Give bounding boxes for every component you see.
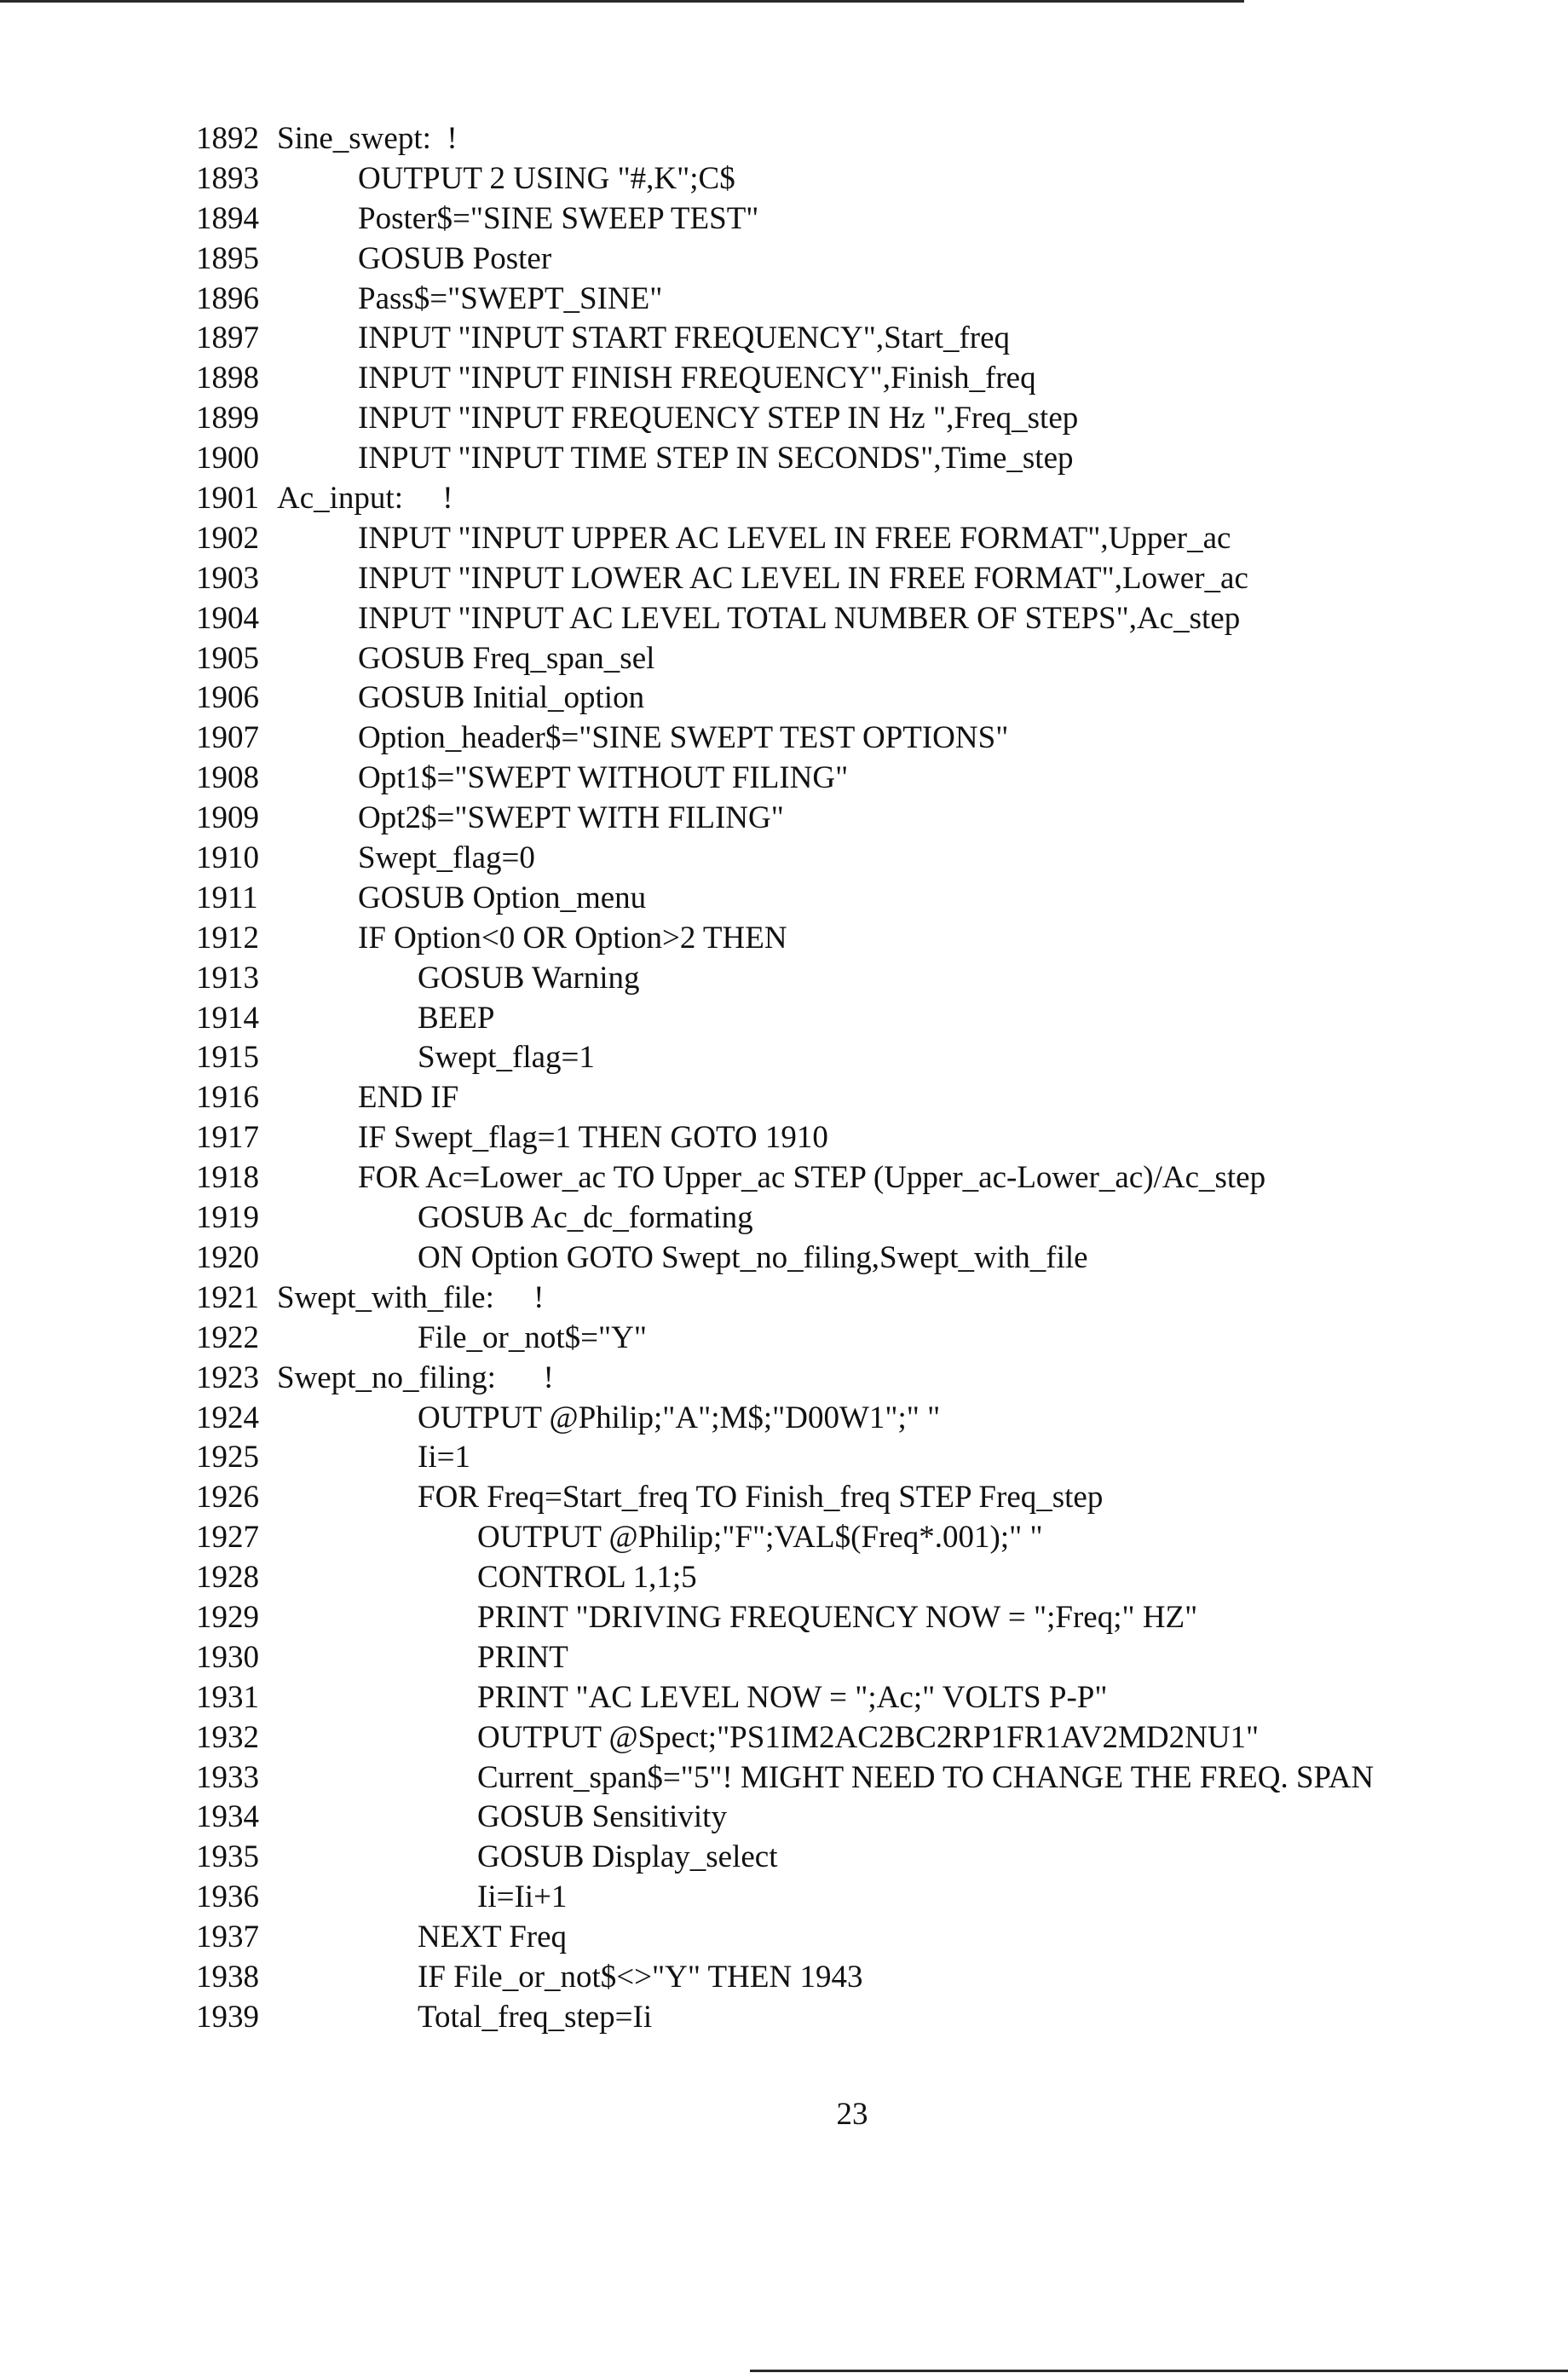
line-number: 1894 xyxy=(196,200,259,236)
line-number: 1917 xyxy=(196,1120,259,1156)
top-rule xyxy=(0,0,1244,3)
code-line xyxy=(196,1478,1542,1518)
code-line xyxy=(196,1198,1542,1238)
line-number: 1898 xyxy=(196,361,259,396)
line-code: PRINT "AC LEVEL NOW = ";Ac;" VOLTS P-P" xyxy=(477,1679,1108,1715)
line-code: GOSUB Warning xyxy=(418,960,640,996)
line-code: Ii=Ii+1 xyxy=(477,1879,568,1915)
line-number: 1928 xyxy=(196,1560,259,1596)
line-code: Swept_flag=1 xyxy=(418,1040,595,1076)
line-number: 1919 xyxy=(196,1200,259,1236)
line-code: Poster$="SINE SWEEP TEST" xyxy=(358,200,759,236)
line-number: 1925 xyxy=(196,1440,259,1475)
line-number: 1905 xyxy=(196,640,259,676)
line-code: INPUT "INPUT UPPER AC LEVEL IN FREE FORMAT",Upper_ac xyxy=(358,520,1231,556)
line-code: GOSUB Ac_dc_formating xyxy=(418,1200,753,1236)
code-line xyxy=(196,1558,1542,1598)
line-code: PRINT xyxy=(477,1639,568,1675)
code-line xyxy=(196,759,1542,799)
code-line xyxy=(196,719,1542,759)
code-line xyxy=(196,399,1542,439)
line-code: OUTPUT @Spect;"PS1IM2AC2BC2RP1FR1AV2MD2NU1" xyxy=(477,1719,1260,1755)
code-line xyxy=(196,1798,1542,1838)
line-number: 1937 xyxy=(196,1920,259,1955)
code-listing xyxy=(196,119,1542,2038)
page-number: 23 xyxy=(836,2097,868,2132)
code-line xyxy=(196,1279,1542,1319)
line-code: INPUT "INPUT LOWER AC LEVEL IN FREE FORMAT",Lower_ac xyxy=(358,560,1248,596)
code-line xyxy=(196,1518,1542,1558)
code-line xyxy=(196,1078,1542,1118)
code-line xyxy=(196,1758,1542,1799)
line-code: INPUT "INPUT AC LEVEL TOTAL NUMBER OF STEPS",Ac_step xyxy=(358,600,1241,636)
line-code: PRINT "DRIVING FREQUENCY NOW = ";Freq;" HZ" xyxy=(477,1599,1198,1635)
line-code: Swept_flag=0 xyxy=(358,840,535,876)
line-code: IF File_or_not$<>"Y" THEN 1943 xyxy=(418,1959,863,1995)
line-code: FOR Ac=Lower_ac TO Upper_ac STEP (Upper_ac-Lower_ac)/Ac_step xyxy=(358,1160,1266,1196)
line-number: 1895 xyxy=(196,240,259,276)
line-code: INPUT "INPUT FINISH FREQUENCY",Finish_freq xyxy=(358,361,1036,396)
code-line xyxy=(196,1438,1542,1478)
line-number: 1938 xyxy=(196,1959,259,1995)
line-code: GOSUB Option_menu xyxy=(358,880,647,915)
line-number: 1909 xyxy=(196,800,259,836)
code-line xyxy=(196,439,1542,479)
line-code: Ac_input: ! xyxy=(277,481,453,517)
line-number: 1892 xyxy=(196,121,259,156)
line-code: GOSUB Poster xyxy=(358,240,552,276)
code-line xyxy=(196,319,1542,359)
code-line xyxy=(196,799,1542,839)
line-number: 1904 xyxy=(196,600,259,636)
line-code: OUTPUT @Philip;"F";VAL$(Freq*.001);" " xyxy=(477,1520,1043,1556)
code-line xyxy=(196,1038,1542,1078)
line-code: Sine_swept: ! xyxy=(277,121,458,156)
code-line xyxy=(196,959,1542,999)
line-number: 1896 xyxy=(196,280,259,316)
line-number: 1911 xyxy=(196,880,258,915)
code-line xyxy=(196,559,1542,599)
line-number: 1921 xyxy=(196,1279,259,1315)
line-code: NEXT Freq xyxy=(418,1920,568,1955)
line-code: Swept_no_filing: ! xyxy=(277,1360,554,1395)
line-number: 1913 xyxy=(196,960,259,996)
line-code: INPUT "INPUT START FREQUENCY",Start_freq xyxy=(358,320,1011,356)
line-code: BEEP xyxy=(418,1000,495,1036)
line-number: 1923 xyxy=(196,1360,259,1395)
line-number: 1935 xyxy=(196,1839,259,1875)
line-code: Total_freq_step=Ii xyxy=(418,1999,653,2035)
bottom-rule xyxy=(750,2370,1568,2372)
code-line xyxy=(196,159,1542,199)
line-number: 1936 xyxy=(196,1879,259,1915)
code-line xyxy=(196,919,1542,959)
line-code: Option_header$="SINE SWEPT TEST OPTIONS" xyxy=(358,720,1009,756)
line-code: IF Swept_flag=1 THEN GOTO 1910 xyxy=(358,1120,828,1156)
line-code: GOSUB Initial_option xyxy=(358,680,645,716)
line-number: 1932 xyxy=(196,1719,259,1755)
line-code: GOSUB Display_select xyxy=(477,1839,778,1875)
code-line xyxy=(196,1718,1542,1758)
line-code: Opt2$="SWEPT WITH FILING" xyxy=(358,800,784,836)
line-number: 1930 xyxy=(196,1639,259,1675)
line-number: 1927 xyxy=(196,1520,259,1556)
line-code: FOR Freq=Start_freq TO Finish_freq STEP Freq_step xyxy=(418,1480,1104,1516)
code-line xyxy=(196,1598,1542,1638)
line-number: 1897 xyxy=(196,320,259,356)
line-code: INPUT "INPUT FREQUENCY STEP IN Hz ",Freq_step xyxy=(358,401,1079,436)
line-number: 1931 xyxy=(196,1679,259,1715)
line-code: GOSUB Sensitivity xyxy=(477,1799,727,1835)
code-line xyxy=(196,199,1542,240)
line-number: 1899 xyxy=(196,401,259,436)
line-number: 1914 xyxy=(196,1000,259,1036)
code-line xyxy=(196,479,1542,519)
code-line xyxy=(196,879,1542,919)
line-code: OUTPUT @Philip;"A";M$;"D00W1";" " xyxy=(418,1400,941,1435)
code-line xyxy=(196,1678,1542,1718)
code-line xyxy=(196,1918,1542,1958)
line-code: Current_span$="5"! MIGHT NEED TO CHANGE THE FREQ. SPAN xyxy=(477,1759,1375,1795)
line-code: Ii=1 xyxy=(418,1440,470,1475)
line-number: 1922 xyxy=(196,1319,259,1355)
line-code: OUTPUT 2 USING "#,K";C$ xyxy=(358,160,735,196)
code-line xyxy=(196,519,1542,559)
line-number: 1908 xyxy=(196,760,259,796)
code-line xyxy=(196,639,1542,679)
code-line xyxy=(196,839,1542,879)
line-number: 1910 xyxy=(196,840,259,876)
line-code: Opt1$="SWEPT WITHOUT FILING" xyxy=(358,760,849,796)
code-line xyxy=(196,1838,1542,1878)
code-line xyxy=(196,1878,1542,1918)
line-number: 1901 xyxy=(196,481,259,517)
line-number: 1929 xyxy=(196,1599,259,1635)
code-line xyxy=(196,1359,1542,1399)
code-line xyxy=(196,1958,1542,1998)
line-number: 1900 xyxy=(196,441,259,476)
code-line xyxy=(196,1118,1542,1158)
line-number: 1918 xyxy=(196,1160,259,1196)
code-line xyxy=(196,599,1542,639)
code-line xyxy=(196,1319,1542,1359)
line-code: File_or_not$="Y" xyxy=(418,1319,647,1355)
line-code: Swept_with_file: ! xyxy=(277,1279,545,1315)
line-code: Pass$="SWEPT_SINE" xyxy=(358,280,663,316)
line-number: 1933 xyxy=(196,1759,259,1795)
line-number: 1902 xyxy=(196,520,259,556)
line-number: 1906 xyxy=(196,680,259,716)
line-number: 1920 xyxy=(196,1239,259,1275)
code-line xyxy=(196,240,1542,280)
line-number: 1926 xyxy=(196,1480,259,1516)
line-number: 1915 xyxy=(196,1040,259,1076)
code-line xyxy=(196,280,1542,320)
line-code: GOSUB Freq_span_sel xyxy=(358,640,655,676)
code-line xyxy=(196,1638,1542,1678)
code-line xyxy=(196,1238,1542,1279)
code-line xyxy=(196,678,1542,719)
code-line xyxy=(196,1158,1542,1198)
line-number: 1939 xyxy=(196,1999,259,2035)
line-code: IF Option<0 OR Option>2 THEN xyxy=(358,920,787,956)
code-line xyxy=(196,359,1542,399)
line-code: END IF xyxy=(358,1080,459,1116)
line-code: INPUT "INPUT TIME STEP IN SECONDS",Time_step xyxy=(358,441,1074,476)
code-line xyxy=(196,1399,1542,1439)
code-line xyxy=(196,999,1542,1039)
line-number: 1893 xyxy=(196,160,259,196)
line-number: 1924 xyxy=(196,1400,259,1435)
line-number: 1903 xyxy=(196,560,259,596)
line-number: 1907 xyxy=(196,720,259,756)
line-number: 1916 xyxy=(196,1080,259,1116)
code-line xyxy=(196,119,1542,159)
line-code: CONTROL 1,1;5 xyxy=(477,1560,697,1596)
line-number: 1912 xyxy=(196,920,259,956)
line-code: ON Option GOTO Swept_no_filing,Swept_with_file xyxy=(418,1239,1088,1275)
code-line xyxy=(196,1998,1542,2038)
line-number: 1934 xyxy=(196,1799,259,1835)
